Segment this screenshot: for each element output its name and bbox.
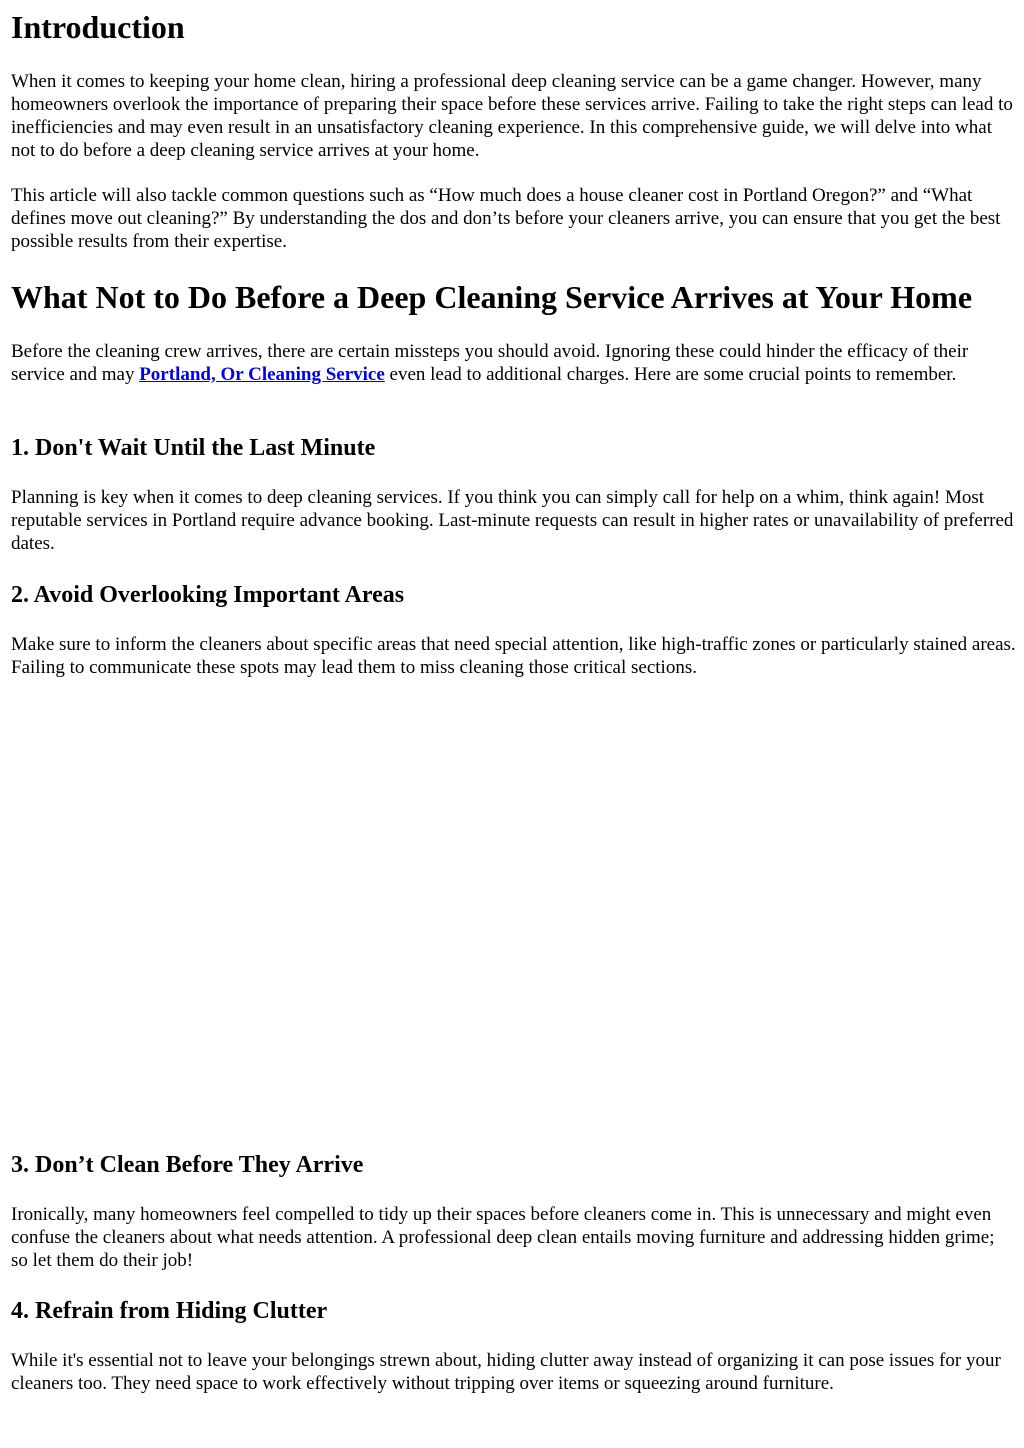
portland-cleaning-service-link[interactable]: Portland, Or Cleaning Service: [139, 364, 385, 385]
main-paragraph-text-before-link: Before the cleaning crew arrives, there are certain missteps you should avoid. Ignoring these could hinder the efficacy of their service and may: [11, 341, 969, 385]
point-1-body: Planning is key when it comes to deep cleaning services. If you think you can simply call for help on a whim, think again! Most reputable services in Portland require advance booking. Last-minute requests can result in higher rates or unavailability of preferred dates.: [11, 487, 1014, 554]
intro-paragraph-2: This article will also tackle common questions such as “How much does a house cleaner cost in Portland Oregon?” and “What defines move out cleaning?” By understanding the dos and don’ts before your cleaners arrive, you can ensure that you get the best possible results from their expertise.: [11, 185, 1001, 252]
main-section-paragraph: [11, 340, 1016, 386]
point-3-body: Ironically, many homeowners feel compelled to tidy up their spaces before cleaners come in. This is unnecessary and might even confuse the cleaners about what needs attention. A professional deep clean entails moving furniture and addressing hidden grime; so let them do their job!: [11, 1204, 995, 1271]
point-2-body: Make sure to inform the cleaners about specific areas that need special attention, like high-traffic zones or particularly stained areas. Failing to communicate these spots may lead them to miss cleaning those critical sections.: [11, 634, 1016, 678]
main-paragraph-text-after-link: even lead to additional charges. Here are some crucial points to remember.: [384, 364, 957, 385]
point-4-body: While it's essential not to leave your belongings strewn about, hiding clutter away instead of organizing it can pose issues for your cleaners too. They need space to work effectively without tripping over items or squeezing around furniture.: [11, 1350, 1001, 1394]
intro-heading: Introduction: [11, 9, 185, 45]
point-3-heading: 3. Don’t Clean Before They Arrive: [11, 1152, 364, 1178]
point-2-heading: 2. Avoid Overlooking Important Areas: [11, 582, 405, 608]
point-1-heading: 1. Don't Wait Until the Last Minute: [11, 435, 376, 461]
point-4-heading: 4. Refrain from Hiding Clutter: [11, 1298, 328, 1324]
intro-paragraph-1: When it comes to keeping your home clean, hiring a professional deep cleaning service can be a game changer. However, many homeowners overlook the importance of preparing their space before these services arrive. Failing to take the right steps can lead to inefficiencies and may even result in an unsatisfactory cleaning experience. In this comprehensive guide, we will delve into what not to do before a deep cleaning service arrives at your home.: [11, 71, 1013, 161]
main-section-heading: What Not to Do Before a Deep Cleaning Service Arrives at Your Home: [11, 279, 973, 315]
